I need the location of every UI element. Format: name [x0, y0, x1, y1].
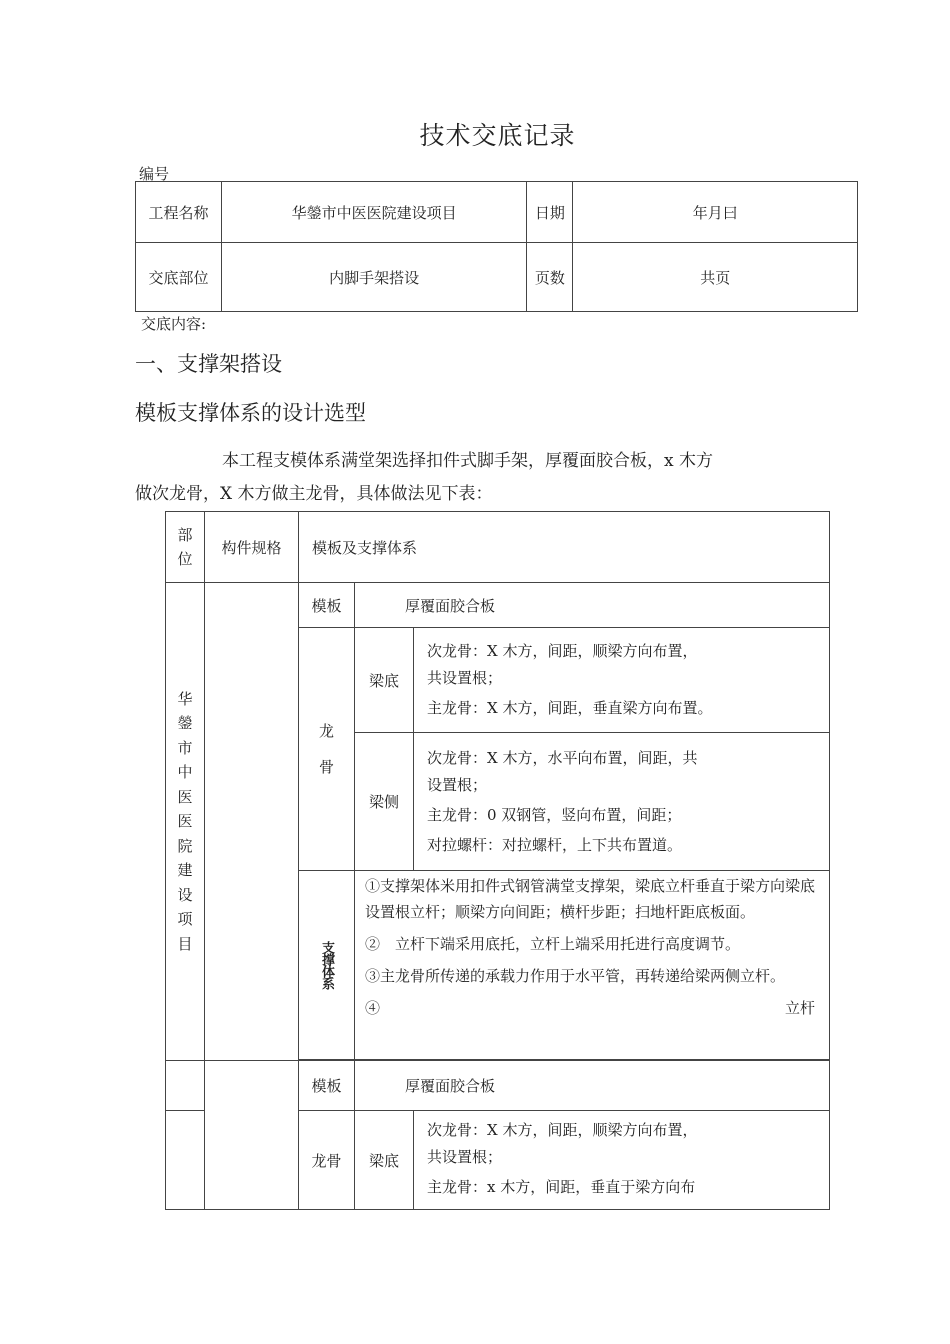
spec-cell-1: [205, 583, 299, 1061]
formwork2-label: 模板: [299, 1061, 355, 1111]
header-table: [135, 181, 858, 312]
project-value: 华鎣市中医医院建设项目: [221, 182, 527, 243]
pages-label: 页数: [527, 243, 573, 312]
beam-side-detail: 次龙骨：X 木方，水平向布置，间距，共 设置根； 主龙骨：0 双钢管，竖向布置，间距； 对拉螺杆：对拉螺杆，上下共布置道。: [414, 733, 830, 871]
paragraph-line-2: 做次龙骨，X 木方做主龙骨，具体做法见下表：: [135, 484, 493, 504]
formwork-table: [165, 511, 830, 1210]
section-heading-2: 模板支撑体系的设计选型: [135, 401, 366, 425]
formwork-value: 厚覆面胶合板: [355, 583, 830, 628]
pages-value: 共页: [573, 243, 858, 312]
keel2-label: 龙骨: [299, 1111, 355, 1210]
intro-paragraph: [135, 445, 795, 511]
spec-cell-2: [205, 1061, 299, 1210]
formwork2-value: 厚覆面胶合板: [355, 1061, 830, 1111]
part-value: 内脚手架搭设: [221, 243, 527, 312]
support-detail: ①支撑架体米用扣件式钢管满堂支撑架，梁底立杆垂直于梁方向梁底设置根立杆；顺梁方向间距；横杆步距；扫地杆距底板面。 ② 立杆下端采用底托，立杆上端采用托进行高度调节。 ③主龙骨所传递的承载力作用于水平管，再转递给梁两侧立杆。 ④ 立杆: [355, 871, 830, 1060]
paragraph-line-1: 本工程支模体系满堂架选择扣件式脚手架，厚覆面胶合板，x 木方: [222, 451, 713, 471]
location-cell-3: [166, 1111, 205, 1210]
part-label: 交底部位: [136, 243, 222, 312]
date-label: 日期: [527, 182, 573, 243]
support-label: 支撑体系: [299, 871, 355, 1060]
document-title: 技术交底记录: [419, 121, 576, 150]
number-label: 编号: [139, 165, 170, 183]
beam-bottom-detail: 次龙骨：X 木方，间距，顺梁方向布置， 共设置根； 主龙骨：X 木方，间距，垂直梁方向布置。: [414, 628, 830, 733]
location-cell-2: [166, 1061, 205, 1111]
col-header-part: 部 位: [166, 512, 205, 583]
col-header-spec: 构件规格: [205, 512, 299, 583]
keel-label: 龙 骨: [299, 628, 355, 871]
col-header-system: 模板及支撑体系: [299, 512, 830, 583]
beam-bottom2-label: 梁底: [355, 1111, 414, 1210]
location-cell: 华 鎣 市 中 医 医 院 建 设 项 目: [166, 583, 205, 1061]
beam-side-label: 梁侧: [355, 733, 414, 871]
content-label: 交底内容:: [141, 315, 207, 333]
project-label: 工程名称: [136, 182, 222, 243]
formwork-label: 模板: [299, 583, 355, 628]
beam-bottom-label: 梁底: [355, 628, 414, 733]
beam-bottom2-detail: 次龙骨：X 木方，间距，顺梁方向布置， 共设置根； 主龙骨：x 木方，间距，垂直于梁方向布: [414, 1111, 830, 1210]
date-value: 年月曰: [573, 182, 858, 243]
section-heading-1: 一、支撑架搭设: [135, 352, 282, 376]
